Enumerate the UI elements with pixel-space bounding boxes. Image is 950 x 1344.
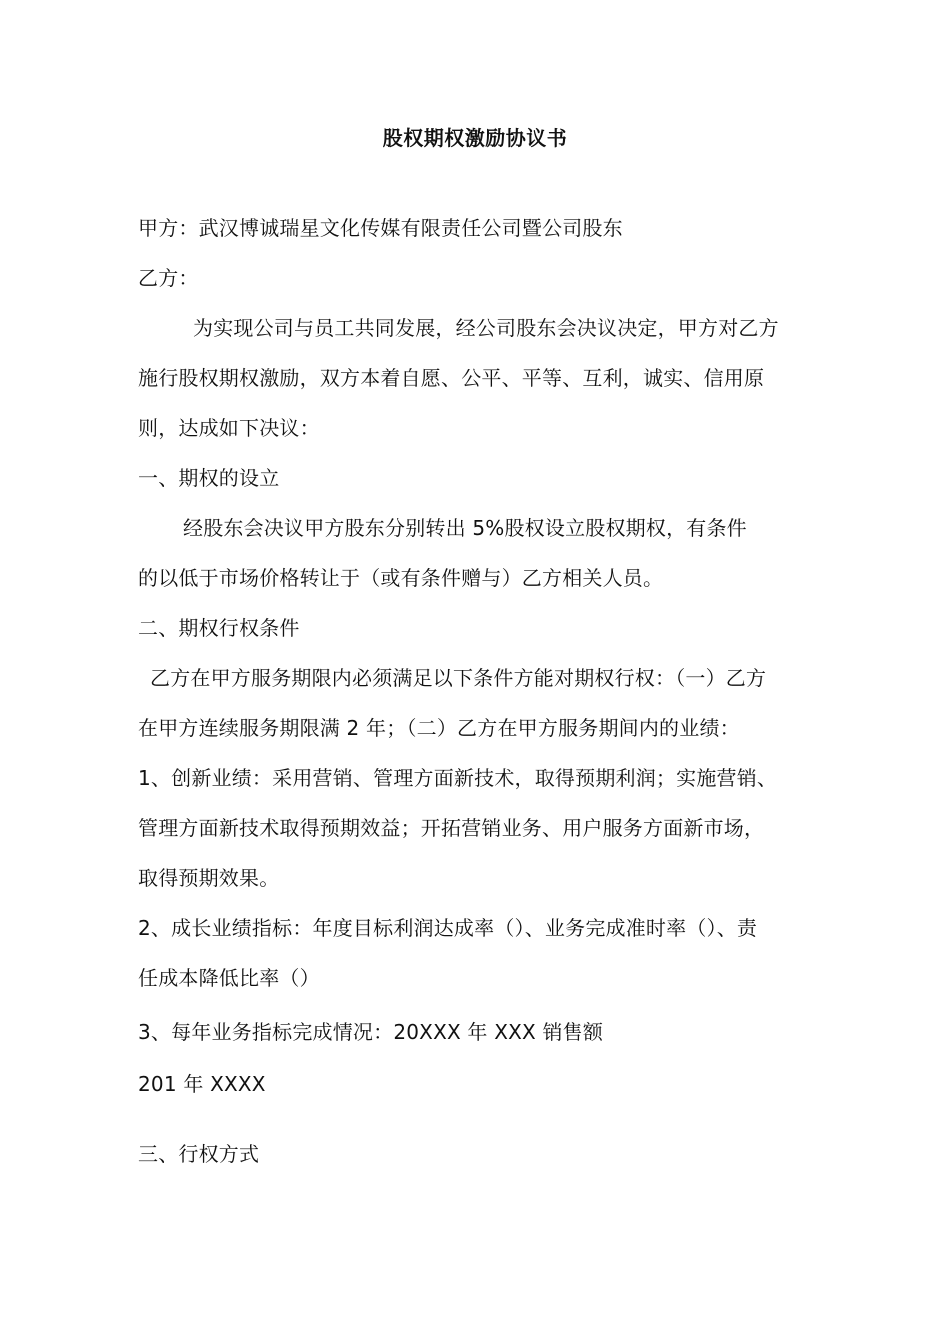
intro-paragraph-line-3: 则，达成如下决议：: [138, 416, 320, 440]
party-b-line: 乙方：: [138, 266, 199, 290]
item-1-line-2: 管理方面新技术取得预期效益；开拓营销业务、用户服务方面新市场，: [138, 816, 765, 840]
section-3-heading: 三、行权方式: [138, 1142, 260, 1166]
item-1-line-1: 1、创新业绩：采用营销、管理方面新技术，取得预期利润；实施营销、: [138, 766, 778, 790]
item-2-line-1: 2、成长业绩指标：年度目标利润达成率（）、业务完成准时率（）、责: [138, 916, 758, 940]
item-3-line-1: 3、每年业务指标完成情况：20XXX 年 XXX 销售额: [138, 1020, 604, 1044]
section-1-heading: 一、期权的设立: [138, 466, 280, 490]
item-1-line-3: 取得预期效果。: [138, 866, 280, 890]
section-1-body-line-1: 经股东会决议甲方股东分别转出 5%股权设立股权期权，有条件: [183, 516, 747, 540]
item-3-line-2: 201 年 XXXX: [138, 1072, 266, 1096]
item-2-line-2: 任成本降低比率（）: [138, 966, 320, 990]
section-1-body-line-2: 的以低于市场价格转让于（或有条件赠与）乙方相关人员。: [138, 566, 664, 590]
party-a-line: 甲方：武汉博诚瑞星文化传媒有限责任公司暨公司股东: [138, 216, 623, 240]
section-2-body-line-2: 在甲方连续服务期限满 2 年；（二）乙方在甲方服务期间内的业绩：: [138, 716, 740, 740]
intro-paragraph-line-1: 为实现公司与员工共同发展，经公司股东会决议决定，甲方对乙方: [193, 316, 779, 340]
document-title: 股权期权激励协议书: [382, 126, 568, 150]
section-2-body-line-1: 乙方在甲方服务期限内必须满足以下条件方能对期权行权：（一）乙方: [150, 666, 767, 690]
section-2-heading: 二、期权行权条件: [138, 616, 300, 640]
intro-paragraph-line-2: 施行股权期权激励，双方本着自愿、公平、平等、互利，诚实、信用原: [138, 366, 765, 390]
